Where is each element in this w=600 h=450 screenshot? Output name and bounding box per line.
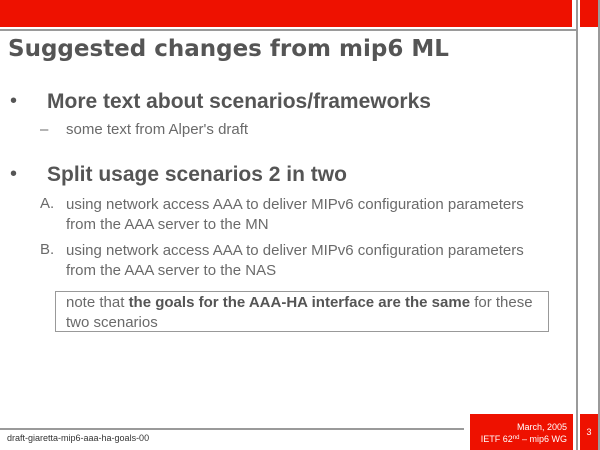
top-horizontal-rule [0, 29, 576, 31]
note-suffix: for these two scenarios [66, 294, 533, 331]
footer-meeting [481, 434, 567, 444]
note-text [66, 293, 544, 333]
list-item-b-text: using network access AAA to deliver MIPv6 configuration parameters from the AAA server to the NAS [66, 242, 524, 279]
footer-date: March, 2005 [516, 422, 567, 432]
top-red-bar [0, 0, 572, 27]
bullet-1-text: More text about scenarios/frameworks [47, 90, 431, 113]
bullet-marker: • [10, 163, 18, 185]
bullet-1-subitem-text: some text from Alper's draft [66, 121, 249, 138]
note-box [55, 291, 549, 332]
list-item-a-text: using network access AAA to deliver MIPv6 configuration parameters from the AAA server to the MN [66, 196, 524, 233]
footer-info-box [470, 414, 573, 450]
list-item-a-marker: A. [40, 195, 55, 212]
footer-meeting-suffix: – mip6 WG [519, 434, 567, 444]
page-number-box [580, 414, 598, 450]
footer-meeting-sup: nd [512, 435, 520, 441]
bullet-marker: • [10, 90, 18, 112]
list-item-b-marker: B. [40, 241, 55, 258]
footer-meeting-prefix: IETF 62 [480, 434, 513, 444]
footer-draft-name: draft-giaretta-mip6-aaa-ha-goals-00 [7, 433, 150, 443]
footer-rule [0, 428, 464, 430]
slide-title: Suggested changes from mip6 ML [8, 36, 449, 62]
right-vertical-rule [576, 0, 578, 450]
bullet-2-text: Split usage scenarios 2 in two [47, 163, 347, 186]
page-number: 3 [586, 427, 592, 437]
note-emphasis: the goals for the AAA-HA interface are the same [128, 294, 471, 311]
dash-marker: – [40, 121, 49, 138]
note-prefix: note that [66, 294, 129, 311]
top-right-red-block [580, 0, 600, 27]
